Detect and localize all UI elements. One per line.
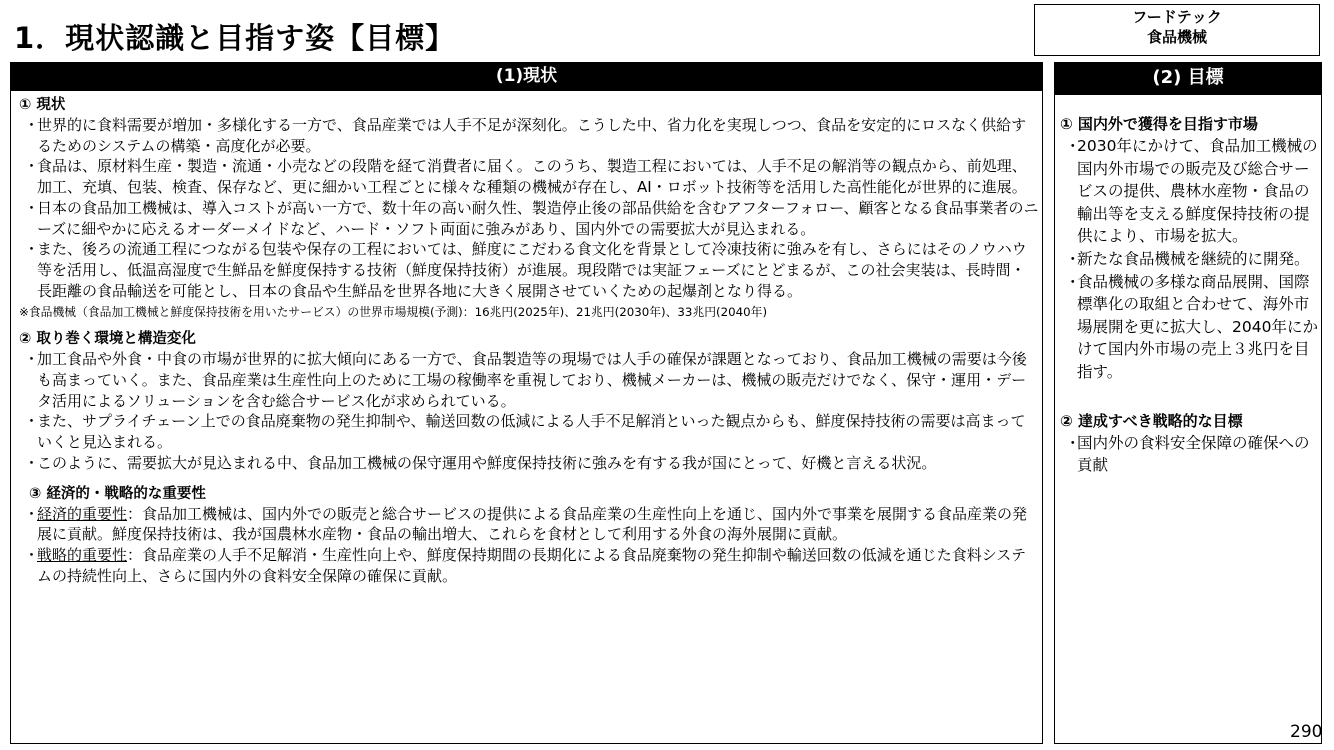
bullet-item xyxy=(1060,135,1318,248)
bullet-item xyxy=(19,411,1039,452)
bullet-mark: ・ xyxy=(24,504,40,523)
section-heading-current: ① 現状 xyxy=(19,97,66,113)
section-heading-environment: ② 取り巻く環境と構造変化 xyxy=(19,331,196,348)
market-size-note: ※食品機械（食品加工機械と鮮度保持技術を用いたサービス）の世界市場規模(予測)：16兆円(2025年)、21兆円(2030年)、33兆円(2040年) xyxy=(19,305,768,320)
bullet-mark: ・ xyxy=(24,240,40,259)
bullet-item xyxy=(19,156,1039,197)
goals-body xyxy=(1060,113,1318,477)
bullet-text: 2030年にかけて、食品加工機械の国内外市場での販売及び総合サービスの提供、農林水産物・食品の輸出等を支える鮮度保持技術の提供により、市場を拡大。 xyxy=(1077,137,1318,246)
bullet-item xyxy=(19,545,1039,586)
goals-panel xyxy=(1054,62,1322,744)
strategic-importance-label: 戦略的重要性 xyxy=(37,545,128,564)
bullet-text: 加工食品や外食・中食の市場が世界的に拡大傾向にある一方で、食品製造等の現場では人手の確保が課題となっており、食品加工機械の需要は今後も高まっていく。また、食品産業は生産性向上のために工場の稼働率を重視しており、機械メーカーは、機械の販売だけでなく、保守・運用・データ活用によるソリューションを含む総合サービス化が求められている。 xyxy=(37,350,1027,410)
bullet-item xyxy=(1060,271,1318,384)
bullet-mark: ・ xyxy=(1065,137,1081,155)
bullet-mark: ・ xyxy=(1065,249,1081,268)
page-number: 290 xyxy=(1290,722,1323,742)
section-heading-target-market: ① 国内外で獲得を目指す市場 xyxy=(1060,115,1258,133)
bullet-mark: ・ xyxy=(24,453,40,472)
bullet-mark: ・ xyxy=(1065,272,1081,291)
bullet-mark: ・ xyxy=(24,412,40,431)
current-status-panel xyxy=(10,62,1043,744)
bullet-mark: ・ xyxy=(24,116,40,134)
economic-importance-label: 経済的重要性 xyxy=(37,504,128,523)
current-status-body xyxy=(19,95,1039,586)
bullet-item xyxy=(19,115,1039,156)
bullet-text: 食品は、原材料生産・製造・流通・小売などの段階を経て消費者に届く。このうち、製造工程においては、人手不足の解消等の観点から、前処理、加工、充填、包装、検査、保存など、更に細かい工程ごとに様々な種類の機械が存在し、AI・ロボット技術等を活用した高性能化が世界的に進展。 xyxy=(37,157,1027,197)
bullet-text: 日本の食品加工機械は、導入コストが高い一方で、数十年の高い耐久性、製造停止後の部品供給を含むアフターフォロー、顧客となる食品事業者のニーズに細やかに応えるオーダーメイドなど、ハード・ソフト両面に強みがあり、国内外での需要拡大が見込まれる。 xyxy=(37,198,1039,238)
bullet-text: ：食品産業の人手不足解消・生産性向上や、鮮度保持期間の長期化による食品廃棄物の発生抑制や輸送回数の低減を通じた食料システムの持続性向上、さらに国内外の食料安全保障の確保に貢献。 xyxy=(37,545,1026,585)
bullet-text: このように、需要拡大が見込まれる中、食品加工機械の保守運用や鮮度保持技術に強みを有する我が国にとって、好機と言える状況。 xyxy=(37,453,937,472)
bullet-text: また、後ろの流通工程につながる包装や保存の工程においては、鮮度にこだわる食文化を背景として冷凍技術に強みを有し、さらにはそのノウハウ等を活用し、低温高湿度で生鮮品を鮮度保持する技術（鮮度保持技術）が進展。現段階では実証フェーズにとどまるが、この社会実装は、長時間・長距離の食品輸送を可能とし、日本の食品や生鮮品を世界各地に大きく展開させていくための起爆剤となり得る。 xyxy=(37,240,1027,300)
goals-header: (2) 目標 xyxy=(1055,63,1321,95)
category-tag-line1: フードテック xyxy=(1132,8,1222,26)
bullet-text: 食品機械の多様な商品展開、国際標準化の取組と合わせて、海外市場展開を更に拡大し、2040年にかけて国内外市場の売上３兆円を目指す。 xyxy=(1077,272,1318,381)
bullet-mark: ・ xyxy=(24,545,40,564)
bullet-mark: ・ xyxy=(24,157,40,176)
bullet-mark: ・ xyxy=(24,350,40,369)
section-heading-importance: ③ 経済的・戦略的な重要性 xyxy=(29,485,206,502)
bullet-item xyxy=(19,239,1039,301)
bullet-item xyxy=(19,349,1039,411)
bullet-mark: ・ xyxy=(24,198,40,217)
bullet-text: 新たな食品機械を継続的に開発。 xyxy=(1077,249,1310,268)
bullet-item xyxy=(19,504,1039,545)
bullet-text: 世界的に食料需要が増加・多様化する一方で、食品産業では人手不足が深刻化。こうした中、省力化を実現しつつ、食品を安定的にロスなく供給するためのシステムの構築・高度化が必要。 xyxy=(37,116,1027,155)
current-status-header: (1)現状 xyxy=(11,63,1042,91)
bullet-text: 国内外の食料安全保障の確保への貢献 xyxy=(1077,433,1310,475)
bullet-text: また、サプライチェーン上での食品廃棄物の発生抑制や、輸送回数の低減による人手不足解消といった観点からも、鮮度保持技術の需要は高まっていくと見込まれる。 xyxy=(37,412,1026,452)
bullet-item xyxy=(1060,432,1318,477)
category-tag xyxy=(1034,4,1320,56)
bullet-mark: ・ xyxy=(1065,433,1081,452)
bullet-item xyxy=(19,198,1039,239)
section-heading-strategic-goal: ② 達成すべき戦略的な目標 xyxy=(1060,411,1243,430)
page-title: 1．現状認識と目指す姿【目標】 xyxy=(14,21,456,55)
bullet-item xyxy=(19,453,1039,474)
bullet-item xyxy=(1060,248,1318,271)
category-tag-line2: 食品機械 xyxy=(1146,28,1207,46)
bullet-text: ：食品加工機械は、国内外での販売と総合サービスの提供による食品産業の生産性向上を通じ、国内外で事業を展開する食品産業の発展に貢献。鮮度保持技術は、我が国農林水産物・食品の輸出増大、これらを食材として利用する外食の海外展開に貢献。 xyxy=(37,504,1028,544)
